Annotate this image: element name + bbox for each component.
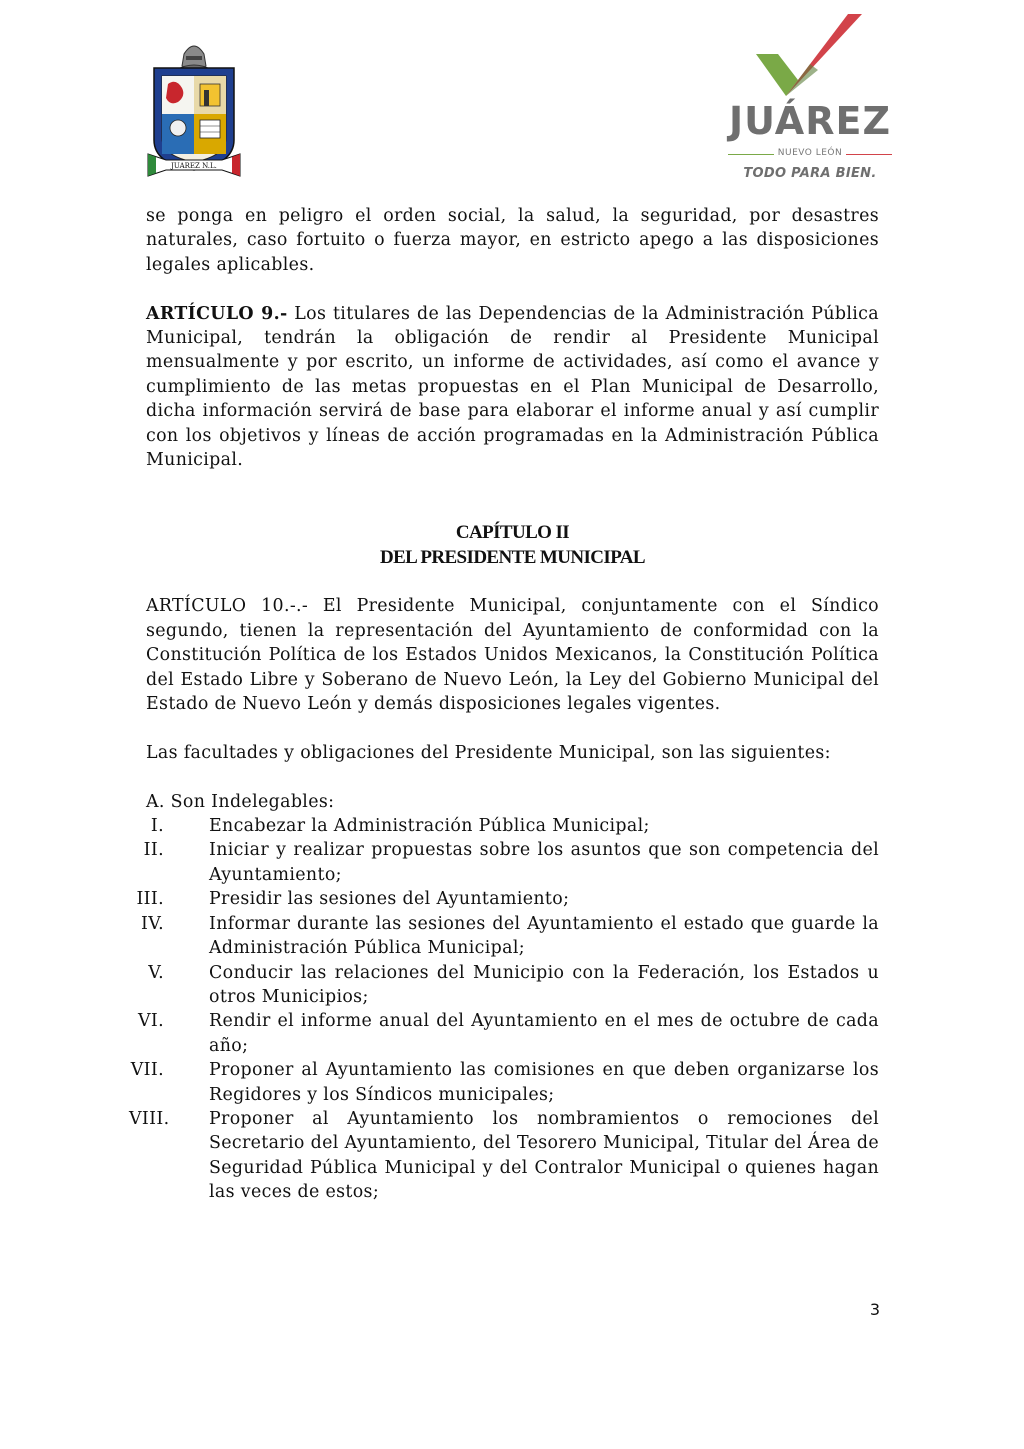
chapter-title: DEL PRESIDENTE MUNICIPAL [379,546,645,568]
list-item-text: Rendir el informe anual del Ayuntamiento en el mes de octubre de cada año; [209,1011,879,1056]
list-item-numeral: II. [143,840,164,861]
list-heading: A. Son Indelegables: [146,791,335,812]
juarez-brand-logo [718,14,898,181]
paragraph-continuation: se ponga en peligro el orden social, la salud, la seguridad, por desastres naturales, caso fortuito o fuerza mayor, en estricto apego a las disposiciones legales aplicables. [146,206,879,275]
document-body [129,204,879,1205]
faculties-intro: Las facultades y obligaciones del Presidente Municipal, son las siguientes: [146,742,831,763]
brand-slogan: TODO PARA BIEN. [743,166,877,181]
list-item [143,838,879,887]
list-item [137,1009,879,1058]
list-item [129,1107,879,1205]
list-item-numeral: VI. [137,1011,164,1032]
list-item-numeral: VIII. [129,1108,170,1129]
article-10: ARTÍCULO 10.-.- El Presidente Municipal, conjuntamente con el Síndico segundo, tienen la representación del Ayuntamiento de conformidad con la Constitución Política de los Estados Unidos Mexicanos, la Constitución Política del Estado Libre y Soberano de Nuevo León, la Ley del Gobierno Municipal del Estado de Nuevo León y demás disposiciones legales vigentes. [146,596,879,715]
list-item [146,814,879,838]
article-9-label: ARTÍCULO 9.- [146,303,288,324]
list-item [146,961,879,1010]
list-item-text: Iniciar y realizar propuestas sobre los asuntos que son competencia del Ayuntamiento; [209,840,879,885]
list-item-text: Proponer al Ayuntamiento los nombramientos o remociones del Secretario del Ayuntamiento, del Tesorero Municipal, Titular del Área de Seguridad Pública Municipal y del Contralor Municipal o quienes hagan las veces de estos; [209,1108,879,1203]
municipal-crest-logo [146,36,242,184]
brand-state: NUEVO LEÓN [777,148,843,158]
list-item-text: Encabezar la Administración Pública Municipal; [209,816,650,837]
list-item-numeral: III. [136,889,164,910]
list-item-numeral: VII. [130,1060,164,1081]
list-item-numeral: I. [150,816,164,837]
list-item-text: Informar durante las sesiones del Ayuntamiento el estado que guarde la Administración Pública Municipal; [209,913,879,959]
list-item-text: Proponer al Ayuntamiento las comisiones en que deben organizarse los Regidores y los Síndicos municipales; [209,1060,879,1105]
faculties-list [129,814,879,1205]
article-9-text: Los titulares de las Dependencias de la Administración Pública Municipal, tendrán la obligación de rendir al Presidente Municipal mensualmente y por escrito, un informe de actividades, así como el avance y cumplimiento de las metas propuestas en el Plan Municipal de Desarrollo, dicha información servirá de base para elaborar el informe anual y así cumplir con los objetivos y líneas de acción programadas en la Administración Pública Municipal. [146,303,879,471]
list-item [141,912,879,961]
check-mark-icon [718,14,898,104]
brand-divider-right [846,154,892,155]
page-number: 3 [869,1300,880,1319]
article-9 [146,302,879,473]
list-item-text: Presidir las sesiones del Ayuntamiento; [209,889,570,910]
brand-name: JUÁREZ [728,99,891,143]
chapter-number: CAPÍTULO II [455,522,570,544]
list-item-numeral: IV. [141,913,164,934]
crest-ribbon-text: JUAREZ N.L. [171,162,217,170]
list-item-text: Conducir las relaciones del Municipio con la Federación, los Estados u otros Municipios; [209,962,879,1007]
list-item [130,1058,879,1107]
list-item [136,887,879,911]
list-item-numeral: V. [148,962,164,983]
